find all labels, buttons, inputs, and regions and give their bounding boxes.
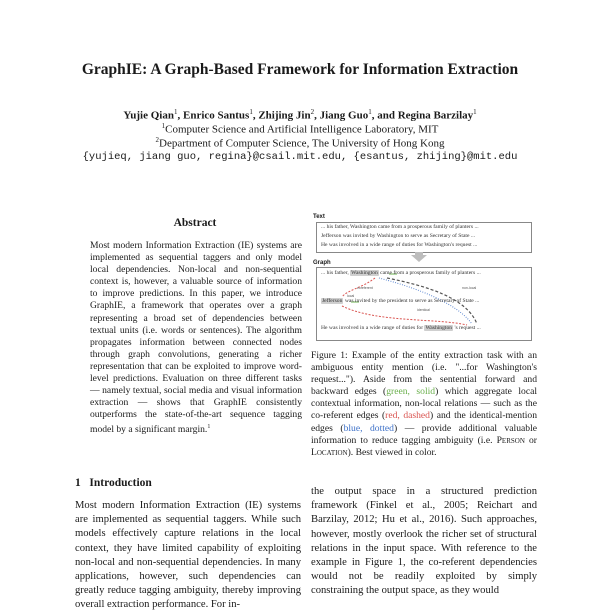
email-line: {yujieq, jiang guo, regina}@csail.mit.edu, {esantus, zhijing}@mit.edu — [82, 151, 518, 163]
author-sup: 1 — [368, 108, 372, 116]
figure-graph-label: Graph — [313, 260, 331, 266]
edge-label-identical: identical — [417, 308, 430, 312]
graph-row-1 — [321, 270, 481, 276]
affiliation-text: Department of Computer Science, The University of Hong Kong — [159, 137, 445, 150]
figure-text-line: He was involved in a wide range of duties for Washington's request ... — [321, 242, 478, 248]
affiliation-2 — [0, 136, 600, 150]
graph-row-2 — [321, 298, 479, 304]
author-list — [0, 108, 600, 122]
figure-caption — [311, 350, 537, 459]
coref-edge — [342, 306, 467, 325]
caption-green: green, solid — [386, 386, 436, 398]
caption-person: Person — [496, 434, 525, 446]
graph-node-washington: Washington — [425, 325, 453, 331]
author-sep: , — [177, 109, 183, 122]
author-sep: , — [371, 109, 378, 122]
author-name: Jiang Guo — [319, 109, 369, 122]
caption-text: Figure 1: Example of the entity extraction task with an ambiguous entity mention (i.e. "...for Washington's request..."). Aside from the sentential forward and backward edges ( — [311, 350, 537, 398]
affiliation-sup: 2 — [155, 136, 160, 144]
caption-blue: blue, dotted — [343, 422, 394, 434]
figure-text-box — [316, 222, 532, 253]
author-name: and Regina Barzilay — [377, 109, 474, 122]
section-heading: 1 Introduction — [75, 477, 152, 489]
graph-text: was invited by the president to serve as Secretary of State ... — [344, 298, 480, 304]
figure-1 — [311, 214, 537, 344]
author-sup: 1 — [173, 108, 178, 116]
caption-text: ) and the identical-mention edges ( — [311, 410, 537, 434]
caption-text: ) — provide additional valuable information to reduce tagging ambiguity (i.e. — [311, 422, 538, 446]
author-sup: 2 — [310, 108, 315, 116]
author-name: Enrico Santus — [182, 109, 250, 122]
author-sep: , — [252, 109, 259, 122]
caption-text: ) which aggregate local contextual information, non-local relations — such as the co-referent edges ( — [311, 386, 538, 422]
figure-text-line: Jefferson was invited by Washington to serve as Secretary of State ... — [321, 233, 476, 239]
graph-text: 's request ... — [454, 325, 481, 331]
edge-label-local: local — [347, 294, 355, 298]
caption-location: Location — [311, 446, 348, 458]
affiliation-sup: 1 — [161, 122, 166, 130]
figure-graph-box — [316, 267, 532, 341]
caption-red: red, dashed — [385, 410, 430, 422]
author-name: Yujie Qian — [123, 109, 174, 122]
abstract-heading: Abstract — [173, 217, 217, 229]
graph-text: came from a prosperous family of planters ... — [380, 270, 481, 276]
author-sup: 1 — [249, 108, 253, 116]
down-arrow-icon — [411, 252, 427, 262]
edge-label-coref: coreferent — [357, 286, 373, 290]
figure-text-label: Text — [313, 214, 325, 220]
caption-text: ). Best viewed in color. — [347, 446, 437, 458]
intro-right-column: the output space in a structured prediction framework (Finkel et al., 2005; Reichart and Barzilay, 2012; Hu et al., 2016). Such approaches, however, mostly overlook the richer set of structural relations in the input space. With reference to the example in Figure 1, the co-referent dependencies would not be readily exploited by simply constraining the output space, as they would — [311, 486, 537, 597]
caption-text: or — [524, 434, 537, 446]
graph-text: ... his father, — [321, 270, 349, 276]
author-name: Zhijing Jin — [258, 109, 311, 122]
abstract-body — [90, 240, 302, 437]
edge-label-nonlocal: non-local — [462, 286, 477, 290]
graph-node-jefferson: Jefferson — [322, 298, 343, 304]
intro-left-column: Most modern Information Extraction (IE) systems are implemented as sequential taggers. While such models effectively capture relations in the local context, they have limited capability of exploiting non-local and non-sequential dependencies. In many applications, however, such dependencies can greatly reduce tagging ambiguity, thereby improving overall extraction performance. For in- — [75, 500, 301, 611]
figure-text-line: ... his father, Washington came from a prosperous family of planters ... — [321, 224, 479, 230]
graph-text: He was involved in a wide range of duties for — [321, 325, 424, 331]
graph-row-3 — [321, 325, 481, 331]
author-sup: 1 — [473, 108, 477, 116]
abstract-text: Most modern Information Extraction (IE) systems are implemented as sequential taggers and only model local dependencies. Non-local and non-sequential context is, however, a valuable source of information to improve predictions. In this paper, we introduce GraphIE, a framework that operates over a graph representing a broad set of dependencies between textual units (i.e. words or sentences). The algorithm propagates information between connected nodes through graph convolutions, generating a richer representation that can be exploited to improve word-level predictions. Evaluation on three different tasks — namely textual, social media and visual information extraction — shows that GraphIE consistently outperforms the state-of-the-art sequence tagging model by a significant margin. — [90, 240, 302, 436]
footnote-mark: 1 — [207, 424, 211, 431]
affiliation-text: Computer Science and Artificial Intelligence Laboratory, MIT — [165, 123, 439, 136]
paper-title: GraphIE: A Graph-Based Framework for Information Extraction — [81, 61, 519, 78]
graph-node-washington: Washington — [351, 270, 378, 276]
author-sep: , — [314, 109, 320, 122]
affiliation-1 — [0, 122, 600, 136]
